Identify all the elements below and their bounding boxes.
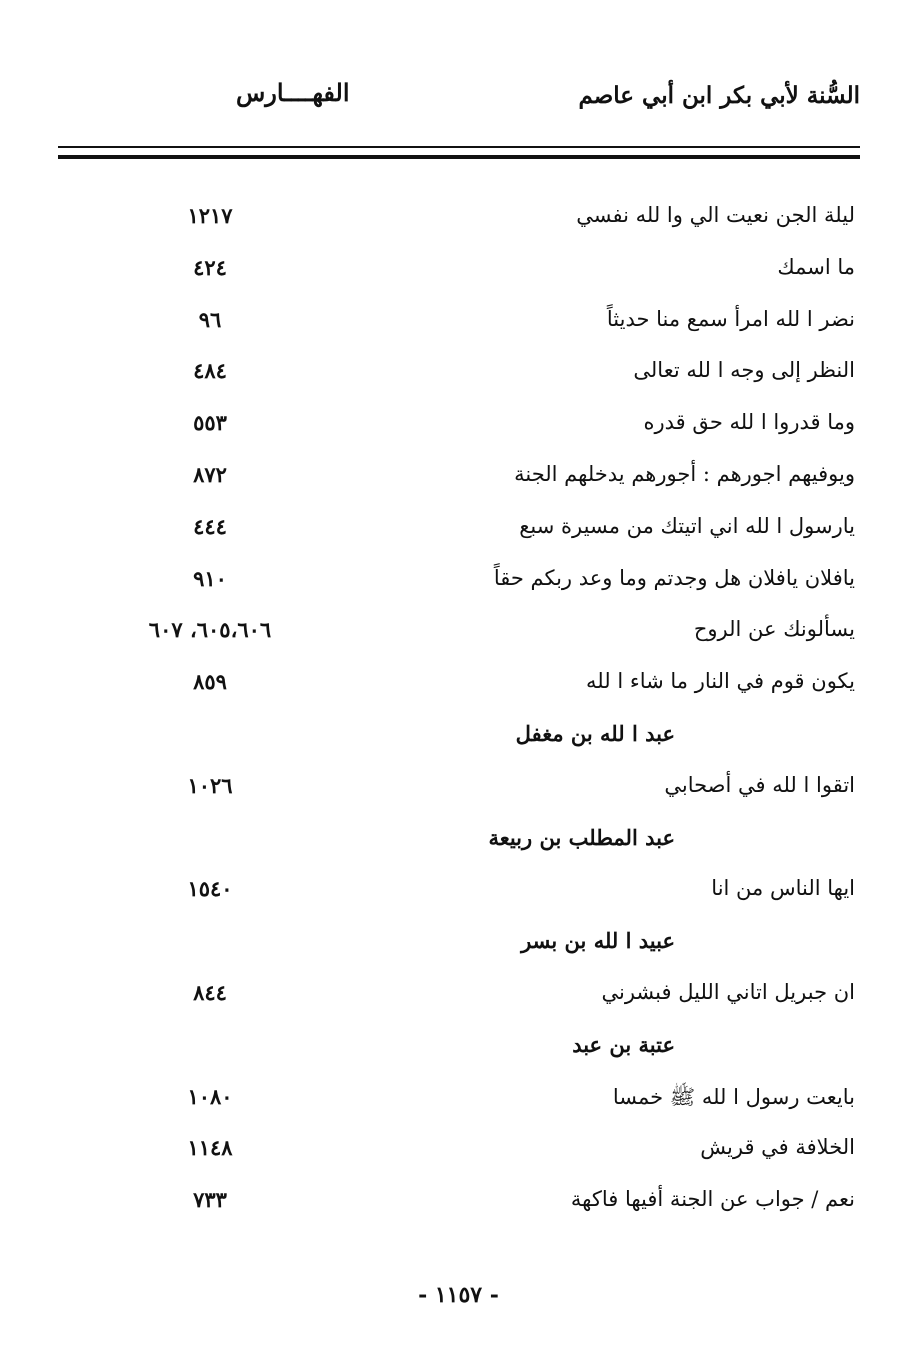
index-entry (60, 558, 860, 610)
index-entry (60, 765, 860, 817)
index-entry (60, 1179, 860, 1231)
narrator-heading (60, 1024, 860, 1076)
hadith-phrase: نضر ا لله امرأ سمع منا حديثاً (606, 306, 855, 331)
narrator-name: عتبة بن عبد (572, 1031, 675, 1057)
hadith-phrase: ليلة الجن نعيت الي وا لله نفسي (576, 203, 855, 227)
index-entry (60, 247, 860, 299)
index-entry (60, 972, 860, 1024)
hadith-phrase: النظر إلى وجه ا لله تعالى (633, 358, 855, 383)
hadith-number: ٨٧٢ (193, 461, 227, 487)
hadith-number: ١٠٨٠ (187, 1083, 233, 1109)
hadith-phrase: يسألونك عن الروح (693, 617, 855, 642)
index-entry (60, 402, 860, 454)
hadith-phrase: اتقوا ا لله في أصحابي (664, 772, 855, 797)
hadith-number: ١٠٢٦ (187, 772, 233, 798)
hadith-number: ١٥٤٠ (187, 876, 233, 902)
index-entry (60, 1076, 860, 1128)
section-title: الفهــــارس (236, 78, 350, 107)
hadith-phrase: يافلان يافلان هل وجدتم وما وعد ربكم حقاً (493, 565, 855, 590)
hadith-number: ٨٤٤ (193, 979, 227, 1005)
index-entry (60, 454, 860, 506)
index-entry (60, 1127, 860, 1179)
hadith-phrase: الخلافة في قريش (700, 1135, 855, 1160)
narrator-name: عبد ا لله بن مغفل (515, 720, 675, 746)
hadith-phrase: يارسول ا لله اني اتيتك من مسيرة سبع (519, 513, 855, 538)
hadith-phrase: ايها الناس من انا (711, 876, 855, 901)
hadith-phrase: يكون قوم في النار ما شاء ا لله (586, 669, 855, 694)
hadith-number: ١١٤٨ (187, 1135, 233, 1161)
hadith-number: ٨٥٩ (193, 669, 227, 695)
index-list (60, 195, 860, 1231)
narrator-name: عبيد ا لله بن بسر (521, 928, 675, 954)
index-entry (60, 299, 860, 351)
hadith-number: ٦٠٥،٦٠٦، ٦٠٧ (148, 617, 272, 643)
index-entry (60, 661, 860, 713)
index-entry (60, 350, 860, 402)
hadith-number: ٤٢٤ (193, 254, 227, 280)
narrator-heading (60, 920, 860, 972)
hadith-phrase: وما قدروا ا لله حق قدره (643, 410, 855, 435)
hadith-phrase: ويوفيهم اجورهم : أجورهم يدخلهم الجنة (514, 461, 855, 486)
hadith-phrase: بايعت رسول ا لله ﷺ خمسا (612, 1084, 855, 1109)
hadith-number: ٤٨٤ (193, 358, 227, 384)
hadith-number: ٩٦ (198, 306, 222, 332)
hadith-number: ٤٤٤ (193, 513, 227, 539)
hadith-number: ١٢١٧ (187, 203, 233, 228)
hadith-number: ٧٣٣ (193, 1187, 227, 1213)
index-entry (60, 868, 860, 920)
hadith-phrase: ما اسمك (777, 254, 855, 279)
hadith-phrase: ان جبريل اتاني الليل فبشرني (601, 979, 855, 1004)
narrator-heading (60, 817, 860, 869)
page-header (60, 78, 860, 118)
header-rule-thin (58, 146, 860, 148)
narrator-heading (60, 713, 860, 765)
narrator-name: عبد المطلب بن ربيعة (488, 824, 675, 850)
hadith-phrase: نعم / جواب عن الجنة أفيها فاكهة (570, 1187, 855, 1212)
index-entry (60, 195, 860, 247)
book-title: السُّنة لأبي بكر ابن أبي عاصم (578, 82, 860, 109)
page-number: - ١١٥٧ - (418, 1282, 499, 1308)
header-rule-thick (58, 155, 860, 159)
index-entry (60, 506, 860, 558)
index-entry (60, 609, 860, 661)
hadith-number: ٩١٠ (193, 565, 227, 591)
hadith-number: ٥٥٣ (193, 410, 227, 436)
